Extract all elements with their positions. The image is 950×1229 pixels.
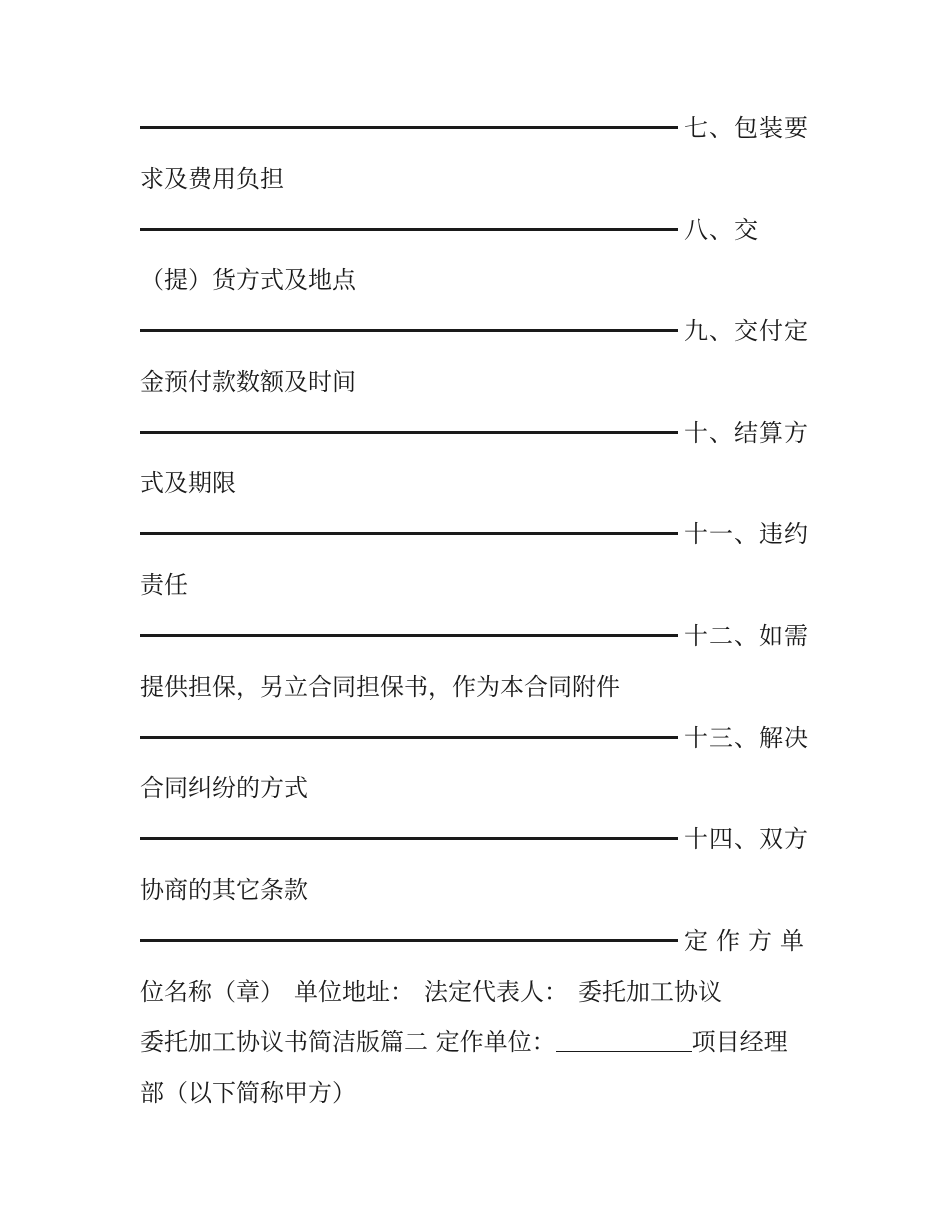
clause-text: 协商的其它条款 <box>140 876 308 904</box>
doc-title-fragment: 委托加工协议 <box>578 978 722 1006</box>
clause-text: 合同纠纷的方式 <box>140 774 308 802</box>
clause-line <box>140 311 820 351</box>
signature-line <box>140 972 820 1012</box>
clause-text: 求及费用负担 <box>140 165 284 193</box>
fill-rule <box>140 228 678 231</box>
fill-rule <box>140 329 678 332</box>
clause-line <box>140 210 820 250</box>
clause-line <box>140 921 820 961</box>
clause-heading: 定作方单 <box>684 927 812 955</box>
clause-heading: 十三、解决 <box>684 724 809 752</box>
heading-text-after: 项目经理 <box>691 1028 788 1056</box>
clause-line <box>140 718 820 758</box>
clause-line <box>140 616 820 656</box>
heading-line <box>140 1022 820 1062</box>
legal-rep-label: 法定代表人： <box>424 978 568 1006</box>
clause-line <box>140 108 820 148</box>
fill-rule <box>140 126 678 129</box>
clause-line <box>140 819 820 859</box>
fill-rule <box>140 532 678 535</box>
clause-text: （提）货方式及地点 <box>140 266 356 294</box>
clause-heading: 七、包装要 <box>684 114 809 142</box>
clause-text: 责任 <box>140 571 188 599</box>
fill-rule <box>140 431 678 434</box>
fill-rule <box>140 939 678 942</box>
fill-rule <box>140 634 678 637</box>
clause-text: 提供担保，另立合同担保书，作为本合同附件 <box>140 673 620 701</box>
clause-text: 金预付款数额及时间 <box>140 368 356 396</box>
clause-heading: 九、交付定 <box>684 317 809 345</box>
clause-line <box>140 514 820 554</box>
heading-text: 委托加工协议书简洁版篇二 定作单位： <box>140 1028 556 1056</box>
clause-line <box>140 413 820 453</box>
fill-rule <box>140 837 678 840</box>
clause-heading: 八、交 <box>684 216 759 244</box>
party-line: 部（以下简称甲方） <box>140 1079 356 1107</box>
fill-rule <box>140 736 678 739</box>
clause-heading: 十二、如需 <box>684 622 809 650</box>
clause-text: 式及期限 <box>140 469 236 497</box>
clause-heading: 十、结算方 <box>684 419 809 447</box>
clause-heading: 十四、双方 <box>684 825 809 853</box>
blank-field <box>556 1025 692 1052</box>
unit-name-label: 位名称（章） <box>140 978 284 1006</box>
clause-heading: 十一、违约 <box>684 520 809 548</box>
unit-address-label: 单位地址： <box>294 978 414 1006</box>
